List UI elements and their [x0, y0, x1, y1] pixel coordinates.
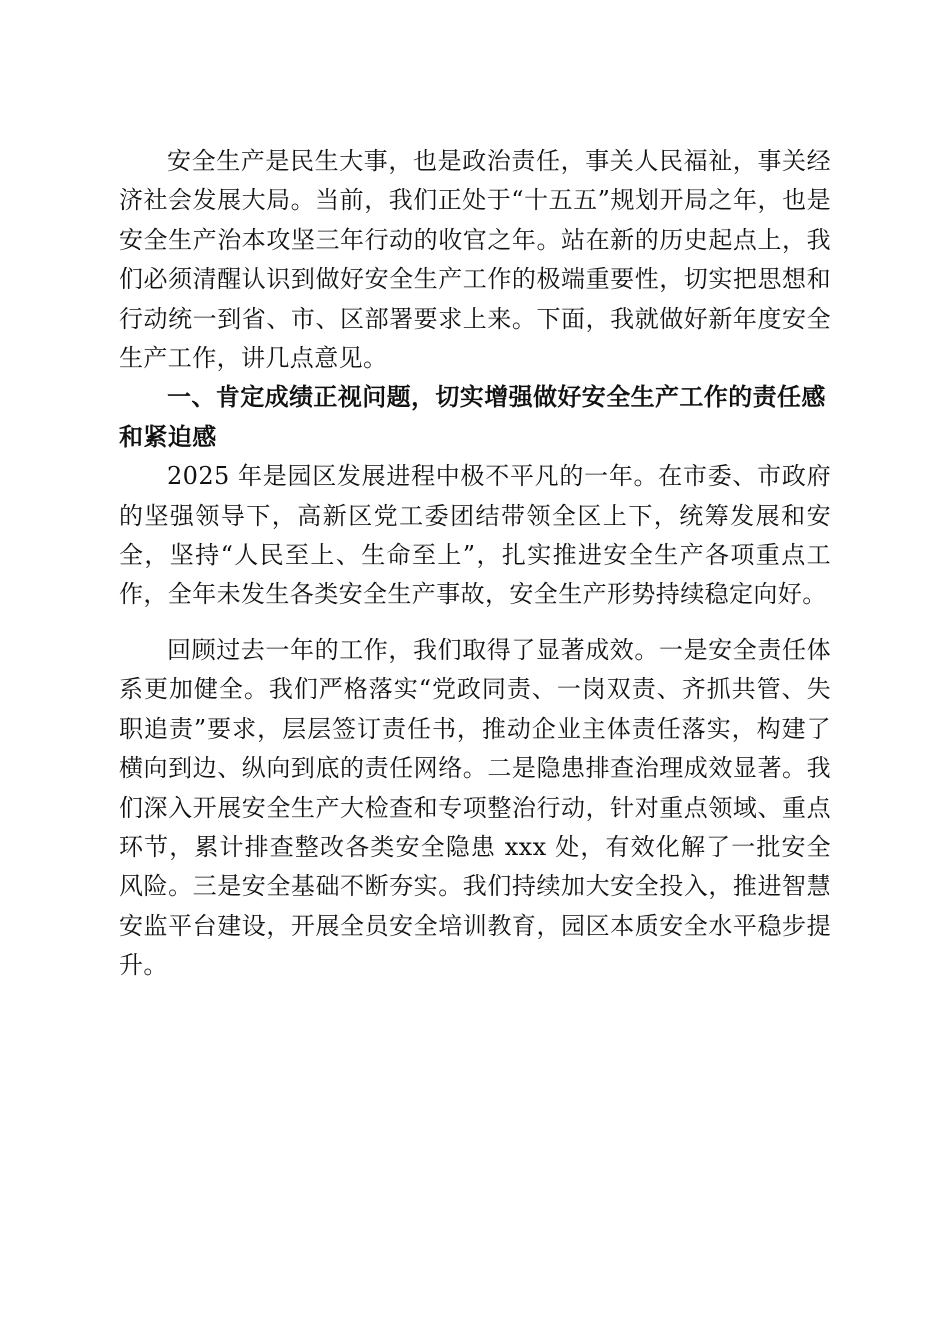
document-body — [119, 142, 831, 986]
achievements-summary-paragraph: 2025 年是园区发展进程中极不平凡的一年。在市委、市政府的坚强领导下，高新区党工委团结带领全区上下，统筹发展和安全，坚持“人民至上、生命至上”，扎实推进安全生产各项重点工作，全年未发生各类安全生产事故，安全生产形势持续稳定向好。 — [119, 462, 831, 609]
review-paragraph: 回顾过去一年的工作，我们取得了显著成效。一是安全责任体系更加健全。我们严格落实“党政同责、一岗双责、齐抓共管、失职追责”要求，层层签订责任书，推动企业主体责任落实，构建了横向到边、纵向到底的责任网络。二是隐患排查治理成效显著。我们深入开展安全生产大检查和专项整治行动，针对重点领域、重点环节，累计排查整改各类安全隐患 xxx 处，有效化解了一批安全风险。三是安全基础不断夯实。我们持续加大安全投入，推进智慧安监平台建设，开展全员安全培训教育，园区本质安全水平稳步提升。 — [119, 635, 831, 980]
intro-paragraph: 安全生产是民生大事，也是政治责任，事关人民福祉，事关经济社会发展大局。当前，我们正处于“十五五”规划开局之年，也是安全生产治本攻坚三年行动的收官之年。站在新的历史起点上，我们必须清醒认识到做好安全生产工作的极端重要性，切实把思想和行动统一到省、市、区部署要求上来。下面，我就做好新年度安全生产工作，讲几点意见。 — [119, 147, 831, 373]
section-heading-1: 一、肯定成绩正视问题，切实增强做好安全生产工作的责任感和紧迫感 — [119, 383, 826, 451]
